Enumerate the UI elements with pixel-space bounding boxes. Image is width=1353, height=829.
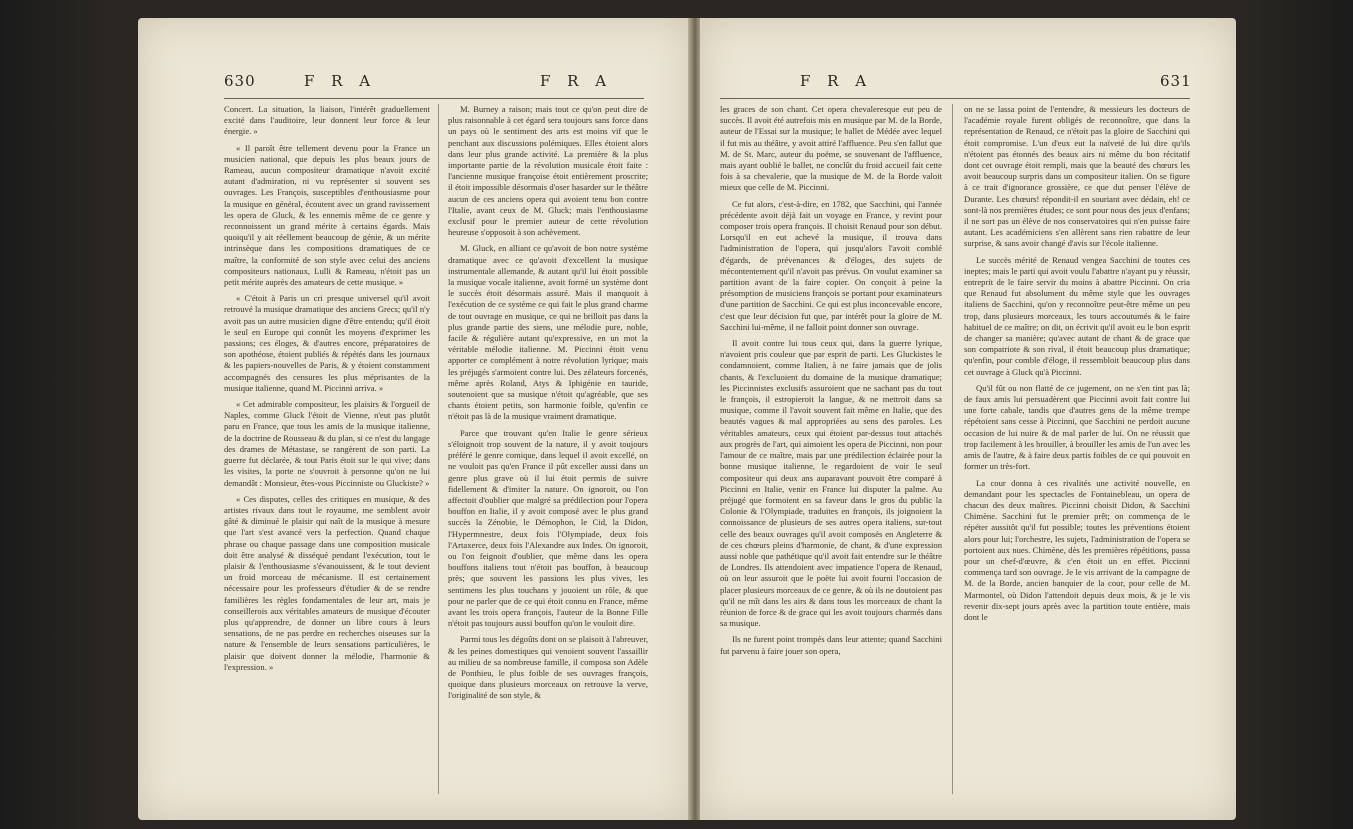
- paragraph: « Il paroît être tellement devenu pour la France un musicien national, que depuis les plus beaux jours de Rameau, aucun compositeur dramatique n'avoit excité autant d'admiration, ni vu représenter si souvent ses ouvrages. Les François, susceptibles d'enthousiasme pour la musique en général, écoutent avec un grand ravissement les opera de Gluck, & les ennemis même de ce genre y reconnoissent un grand mérite à certains égards. Mais quoiqu'il y ait réellement beaucoup de génie, & un mérite intrinsèque dans les compositions dramatiques de ce maître, la conformité de son style avec celui des anciens compositeurs nationaux, Lulli & Rameau, n'étoit pas un petit mérite auprès des amateurs de cette musique. »: [224, 142, 430, 288]
- right-column-1: [720, 104, 942, 808]
- paragraph: M. Gluck, en alliant ce qu'avoit de bon notre système dramatique avec ce qu'avoit d'excellent la musique instrumentale allemande, & autant qu'il lui étoit possible la musique vocale italienne, avoit formé un système dont le succès étoit désormais assuré. Mais il manquoit à l'exécution de ce système ce qui fait le plus grand charme de tout ouvrage en musique, ce qui ne brilloit pas dans la plus grande partie des siens, une mélodie pure, noble, facile & régulière autant qu'expressive, en un mot la véritable mélodie italienne. M. Piccinni étoit venu apporter ce complément à notre révolution lyrique; mais les préjugés s'armoient contre lui. Des zélateurs forcenés, même après Roland, Atys & Iphigénie en tauride, soutenoient que sa musique n'étoit qu'agréable, que ses chants étoient petits, son harmonie foible, qu'enfin ce n'étoit pas là de la musique vraiment dramatique.: [448, 243, 648, 422]
- right-head-rule: [720, 98, 1190, 99]
- paragraph: les graces de son chant. Cet opera chevaleresque eut peu de succès. Il avoit été autrefois mis en musique par M. de la Borde, auteur de l'Essai sur la musique; le ballet de Médée avec lequel il fut mis au théâtre, y avoit attiré l'affluence. Peu s'en fallut que M. de St. Marc, auteur du poëme, se souvenant de l'affluence, mais ayant oublié le ballet, ne conclût du froid accueil fait cette fois à sa chevalerie, que la musique de M. de la Borde valoit mieux que celle de M. Piccinni.: [720, 104, 942, 193]
- left-head-title-1: F R A: [304, 72, 377, 90]
- right-column-2: [964, 104, 1190, 808]
- paragraph: on ne se lassa point de l'entendre, & messieurs les docteurs de l'académie royale furent obligés de reconnoître, que dans la représentation de Renaud, ce n'étoit pas la gloire de Sacchini qui étoit compromise. L'un d'eux eut la naïveté de lui dire qu'ils n'étoient pas étonnés des beaux airs ni même du bon récitatif dont cet ouvrage étoit rempli, mais que la beauté des chœurs les avoit beaucoup surpris dans un compositeur italien. On se figure à ce trait d'ignorance grossière, ce que dut penser l'élève de Durante. Les chœurs! répondit-il en souriant avec dédain, eh! ce sont-là nos premières études; ce sont pour nous des jeux d'enfans; il ne sort pas un élève de nos conservatoires qui n'en puisse faire autant. Les académiciens s'en allèrent sans rien rabattre de leur surprise, & sans avoir changé d'avis sur l'école italienne.: [964, 104, 1190, 249]
- paragraph: « Cet admirable compositeur, les plaisirs & l'orgueil de Naples, comme Gluck l'étoit de Vienne, n'eut pas plutôt paru en France, que tous les amis de la musique italienne, de la doctrine de Rousseau & du plan, si ce n'est du langage des drames de Métastase, se rangèrent de son parti. La guerre fut déclarée, & tout Paris étoit sur le qui vive; dans les visites, la porte ne s'ouvroit à personne qu'on ne lui demandât : Monsieur, êtes-vous Piccinniste ou Gluckiste? »: [224, 399, 430, 488]
- left-head-title-2: F R A: [540, 72, 613, 90]
- paragraph: Concert. La situation, la liaison, l'intérêt graduellement excité dans l'auditoire, leur donnent leur force & leur énergie. »: [224, 104, 430, 137]
- paragraph: M. Burney a raison; mais tout ce qu'on peut dire de plus raisonnable à cet égard sera toujours sans force dans un pays où le sentiment des arts est moins vif que le penchant aux discussions polémiques. Elles étoient alors dans leur plus grande activité. La première & la plus importante partie de la révolution musicale étoit faite : l'ancienne musique françoise étoit entièrement proscrite; il étoit impossible désormais d'oser hasarder sur le théâtre aucun de ces anciens opera qui avoient tenu bon contre l'Italie, avant ceux de M. Gluck; mais l'enthousiasme exclusif pour le premier auteur de cette révolution heureuse s'opposoit à son achèvement.: [448, 104, 648, 238]
- paragraph: Parmi tous les dégoûts dont on se plaisoit à l'abreuver, & les peines domestiques qui venoient souvent l'assaillir au milieu de sa nombreuse famille, il composa son Adèle de Ponthieu, le plus foible de ses ouvrages françois, quoique dans plusieurs morceaux on retrouve la verve, l'originalité de son style, &: [448, 634, 648, 701]
- left-column-separator: [438, 104, 439, 794]
- paragraph: Le succès mérité de Renaud vengea Sacchini de toutes ces ineptes; mais le parti qui avoit voulu l'abattre n'ayant pu y réussir, entreprit de le faire servir du moins à abattre Piccinni. On cria que Renaud fut absolument du même style que les ouvrages italiens de Sacchini, qu'on y reconnoître peut-être même un peu trop, dans plusieurs morceaux, les tours accoutumés & le faire habituel de ce maître; on dit, on écrivit qu'il avoit eu le bon esprit de changer sa manière; qu'avec autant de chant & de grace que son compatriote & son rival, il étoit beaucoup plus dramatique; qu'enfin, pour comble d'éloge, il ressembloit beaucoup plus dans cet ouvrage à Gluck qu'à Piccinni.: [964, 254, 1190, 377]
- left-column-1: [224, 104, 430, 808]
- left-running-head: [224, 72, 644, 94]
- right-page-number: 631: [1160, 72, 1192, 90]
- left-column-2: [448, 104, 648, 808]
- paragraph: La cour donna à ces rivalités une activité nouvelle, en demandant pour les spectacles de Fontainebleau, un opera de chacun des deux maîtres. Piccinni choisit Didon, & Sacchini Chimène. Sacchini fut le premier prêt; on commença de le répéter aussitôt qu'il fut possible; toutes les préventions étoient alors pour lui; l'orchestre, les sujets, l'administration de l'opera se portoient aux nues. Chimène, dès les premières répétitions, passa pour un chef-d'œuvre, & c'en étoit un en effet. Piccinni commença tard son ouvrage. Je le vis arrivant de la campagne de M. de la Borde, ancien banquier de la cour, pour celle de M. Marmontel, où Didon l'attendoit depuis deux mois, & je le vis revenir dix-sept jours après avec la partition toute entière, mais dont le: [964, 477, 1190, 622]
- right-head-title: F R A: [800, 72, 873, 90]
- paragraph: Qu'il fût ou non flatté de ce jugement, on ne s'en tint pas là; de faux amis lui persuadèrent que Piccinni avoit fait contre lui une forte cabale, tandis que d'autres gens de la même trempe répétoient sans cesse à Piccinni, que Sacchini ne perdoit aucune occasion de lui nuire & de mal parler de lui. On ne réussit que trop facilement à les brouiller, à brouiller les amis de l'un avec les amis de l'autre, & à faire deux partis foibles de ce qui pouvoit en former un très-fort.: [964, 382, 1190, 472]
- paragraph: « C'étoit à Paris un cri presque universel qu'il avoit retrouvé la musique dramatique des anciens Grecs; qu'il n'y avoit pas un autre musicien digne d'être entendu; qu'il étoit le seul en Europe qui connût les moyens d'exprimer les passions; ces éloges, & d'autres encore, préparatoires de son apothéose, étoient publiés & répétés dans les journaux & les papiers-nouvelles de Paris, & y étoient constamment accompagnés des censures les plus méprisantes de la musique italienne, quand M. Piccinni arriva. »: [224, 293, 430, 393]
- paragraph: Il avoit contre lui tous ceux qui, dans la guerre lyrique, n'avoient pris couleur que par esprit de parti. Les Gluckistes le condamnoient, comme Italien, à ne faire jamais que de jolis chants, & l'excluoient du domaine de la musique dramatique; les Piccinnistes exclusifs assuroient que ne sachant pas du tout le françois, il estropieroit la langue, & ne mettroit dans sa musique, comme il l'avoit souvent fait même en Italie, que des beautés vagues & mal appropriées au sens des paroles. Les véritables amateurs, ceux qui étoient par-dessus tout attachés aux progrès de l'art, qui aimoient les opera de Piccinni, non pour l'amour de ce maître, mais par une prédilection éclairée pour la bonne musique italienne, le regardoient de voir le seul compositeur qui deux ans auparavant pouvoit être comparé à Piccinni en Italie, venir en France lui disputer la palme. Au préjugé que formoient en sa faveur dans le gros du public la Colonie & l'Olympiade, traduites en françois, ils joignoient la connoissance de plusieurs de ses autres opera italiens, sur-tout celle des beaux ouvrages qu'il avoit composés en Angleterre & de ces chœurs pleins d'harmonie, de chant, & d'une expression aussi noble que pathétique qu'il avoit fait entendre sur le théâtre de Londres. Ils attendoient avec impatience l'opera de Renaud, où on leur assuroit que le poëte lui avoit fourni l'occasion de placer plusieurs morceaux de ce genre, & où ils ne doutoient pas qu'il ne mît dans les airs & dans tous les morceaux de chant la réunion de force & de grace qui les avoit toujours charmés dans sa musique.: [720, 338, 942, 629]
- left-page-number: 630: [224, 72, 256, 90]
- paragraph: Ce fut alors, c'est-à-dire, en 1782, que Sacchini, qui l'année précédente avoit déjà fait un voyage en France, y revint pour composer trois opera françois. Il choisit Renaud pour son début. Lorsqu'il en eut achevé la musique, il trouva dans l'administration de l'opera, qui jusqu'alors l'avoit comblé d'égards, de prévenances & d'éloges, des sujets de mécontentement qu'il n'avoit pas prévus. On voulut examiner sa partition avant de la faire copier. On conçoit à peine la présomption de musiciens françois se portant pour examinateurs d'une partition de Sacchini. Ce qui est plus inconcevable encore, c'est que leur décision fut que, par intérêt pour la gloire de M. Sacchini lui-même, il ne falloit point donner son ouvrage.: [720, 198, 942, 332]
- left-head-rule: [224, 98, 644, 99]
- right-column-separator: [952, 104, 953, 794]
- left-page: [138, 18, 690, 820]
- right-page: [700, 18, 1236, 820]
- paragraph: Ils ne furent point trompés dans leur attente; quand Sacchini fut parvenu à faire jouer son opera,: [720, 634, 942, 656]
- right-running-head: [720, 72, 1190, 94]
- paragraph: Parce que trouvant qu'en Italie le genre sérieux s'éloignoit trop souvent de la nature, il y avoit toujours préféré le genre comique, dans lequel il avoit excellé, on ne vouloit pas qu'en France il pût exceller aussi dans un genre plus grave où il lui étoit permis de suivre fidellement & d'imiter la nature. On ignoroit, ou l'on affectoit d'oublier que malgré sa prédilection pour l'opera bouffon en Italie, il y avoit composé avec le plus grand succès la Zénobie, le Démophon, le Cid, la Didon, l'Hypermnestre, deux fois l'Olympiade, deux fois l'Artaxerce, deux fois l'Alexandre aux Indes. On ignoroit, ou l'on feignoit d'oublier, que même dans les opera bouffons italiens tout n'étoit pas bouffon, à beaucoup près; que souvent les passions les plus vives, les sentimens les plus touchans y jouoient un rôle, & que pour ne parler que de ce qui étoit connu en France, même avant les trois opera françois, l'auteur de la Bonne Fille n'étoit pas toujours aussi bouffon qu'on le vouloit dire.: [448, 427, 648, 629]
- paragraph: « Ces disputes, celles des critiques en musique, & des artistes rivaux dans tout le royaume, me semblent avoir gâté & diminué le plaisir qui naît de la musique à mesure que l'art s'est avancé vers la perfection. Quand chaque phrase ou chaque passage dans une composition musicale doit être analysé & disséqué pendant l'exécution, tout le plaisir & l'enthousiasme s'évanouissent, & le tout devient un froid morceau de mécanisme. Il est certainement nécessaire pour les professeurs d'étudier & de se rendre familières les règles fondamentales de leur art, mais je conseillerois aux véritables amateurs de musique d'écouter plus qu'apprendre, de donner un libre cours à leurs sensations, de ne pas perdre en recherches oiseuses sur la nature & l'ensemble de leurs sensations particulières, le plaisir que doivent donner la mélodie, l'harmonie & l'expression. »: [224, 493, 430, 672]
